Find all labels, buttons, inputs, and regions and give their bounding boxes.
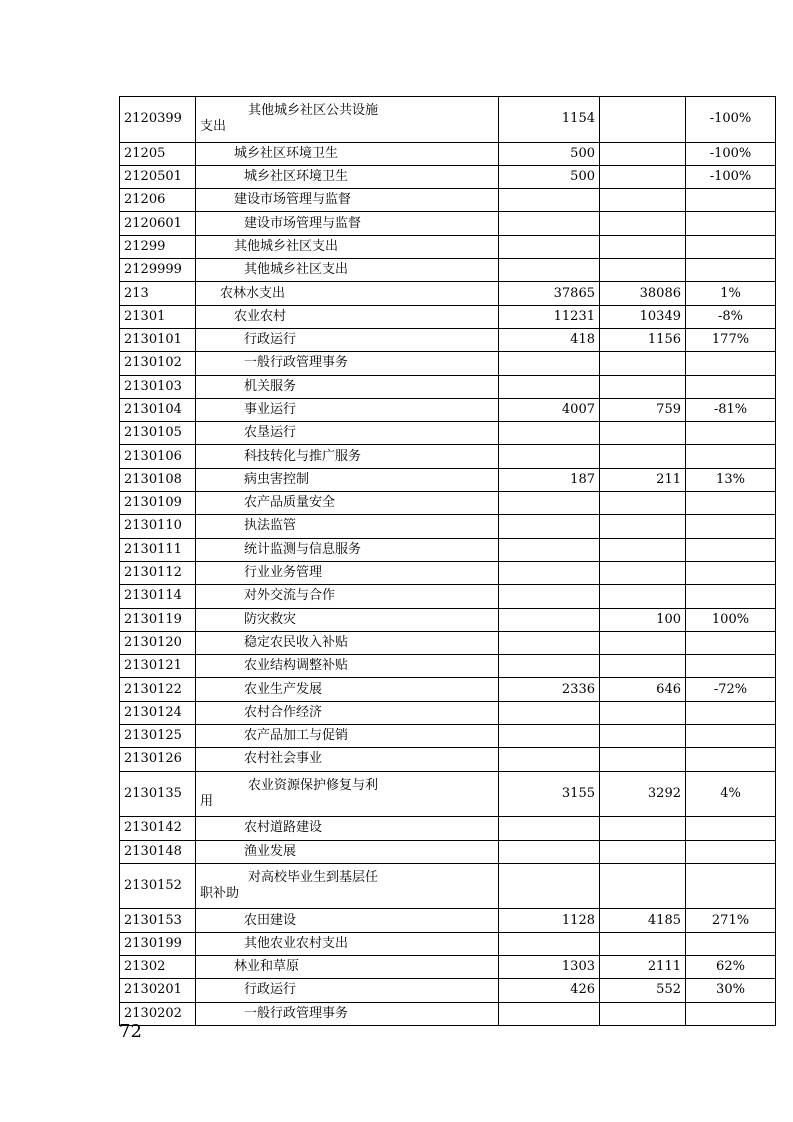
table-row: [120, 259, 776, 282]
row-value-prior: 1154: [499, 97, 600, 143]
table-row: [120, 282, 776, 305]
row-value-prior: [499, 422, 600, 445]
budget-table-body: [120, 97, 776, 1026]
row-name: 城乡社区环境卫生: [196, 165, 499, 188]
row-change-percent: 30%: [686, 979, 776, 1002]
row-change-percent: [686, 538, 776, 561]
row-value-prior: 418: [499, 328, 600, 351]
row-name: 对外交流与合作: [196, 585, 499, 608]
row-value-prior: 11231: [499, 305, 600, 328]
row-code: 2130201: [120, 979, 196, 1002]
row-value-prior: [499, 585, 600, 608]
table-row: [120, 631, 776, 654]
row-name: 农村道路建设: [196, 817, 499, 840]
row-name-line1: 农业资源保护修复与利: [248, 777, 379, 793]
row-change-percent: [686, 817, 776, 840]
row-value-prior: [499, 515, 600, 538]
row-name-line2: 职补助: [200, 886, 240, 902]
row-value-prior: [499, 235, 600, 258]
row-name: 农产品加工与促销: [196, 725, 499, 748]
row-code: 2130121: [120, 655, 196, 678]
row-name: 农业农村: [196, 305, 499, 328]
row-value-prior: [499, 932, 600, 955]
row-code: 2130119: [120, 608, 196, 631]
table-row: [120, 305, 776, 328]
row-name: 行业业务管理: [196, 561, 499, 584]
row-value-prior: [499, 445, 600, 468]
row-change-percent: [686, 701, 776, 724]
table-row: [120, 1002, 776, 1025]
row-name: 农林水支出: [196, 282, 499, 305]
row-change-percent: [686, 725, 776, 748]
row-value-prior: [499, 863, 600, 909]
row-value-prior: [499, 189, 600, 212]
table-row: [120, 189, 776, 212]
row-value-current: [600, 422, 686, 445]
row-value-prior: [499, 748, 600, 771]
row-change-percent: -100%: [686, 142, 776, 165]
row-value-current: 3292: [600, 771, 686, 817]
row-value-current: [600, 352, 686, 375]
row-value-current: [600, 375, 686, 398]
row-change-percent: -72%: [686, 678, 776, 701]
row-code: 2129999: [120, 259, 196, 282]
row-value-current: [600, 165, 686, 188]
row-value-prior: 187: [499, 468, 600, 491]
row-change-percent: 271%: [686, 909, 776, 932]
table-row: [120, 538, 776, 561]
row-name: 渔业发展: [196, 840, 499, 863]
row-name: [196, 97, 499, 143]
row-name-line2: 用: [200, 793, 214, 809]
row-code: 2130148: [120, 840, 196, 863]
row-name: 机关服务: [196, 375, 499, 398]
table-row: [120, 840, 776, 863]
row-value-prior: [499, 375, 600, 398]
row-code: 2120601: [120, 212, 196, 235]
row-name: 统计监测与信息服务: [196, 538, 499, 561]
row-value-current: [600, 97, 686, 143]
row-value-prior: [499, 817, 600, 840]
row-code: 2130153: [120, 909, 196, 932]
row-value-prior: [499, 631, 600, 654]
row-value-current: 100: [600, 608, 686, 631]
row-change-percent: 4%: [686, 771, 776, 817]
row-change-percent: [686, 655, 776, 678]
row-code: 2130202: [120, 1002, 196, 1025]
table-row: [120, 398, 776, 421]
row-value-current: [600, 748, 686, 771]
row-value-prior: 4007: [499, 398, 600, 421]
row-value-current: [600, 538, 686, 561]
row-code: 2130152: [120, 863, 196, 909]
row-code: 2130108: [120, 468, 196, 491]
row-value-current: 646: [600, 678, 686, 701]
row-code: 2130126: [120, 748, 196, 771]
row-value-prior: [499, 608, 600, 631]
row-change-percent: [686, 375, 776, 398]
row-name: 科技转化与推广服务: [196, 445, 499, 468]
row-value-prior: [499, 492, 600, 515]
row-change-percent: [686, 445, 776, 468]
table-row: [120, 352, 776, 375]
row-value-prior: [499, 725, 600, 748]
row-code: 2130102: [120, 352, 196, 375]
row-value-prior: [499, 655, 600, 678]
row-name: 行政运行: [196, 328, 499, 351]
row-change-percent: -81%: [686, 398, 776, 421]
row-change-percent: -100%: [686, 165, 776, 188]
row-code: 2130111: [120, 538, 196, 561]
row-value-current: 4185: [600, 909, 686, 932]
row-name: 执法监管: [196, 515, 499, 538]
row-name: 行政运行: [196, 979, 499, 1002]
table-row: [120, 375, 776, 398]
row-value-prior: 37865: [499, 282, 600, 305]
row-name: 农产品质量安全: [196, 492, 499, 515]
row-code: 2120399: [120, 97, 196, 143]
row-name: 农田建设: [196, 909, 499, 932]
row-value-current: [600, 212, 686, 235]
row-value-prior: 500: [499, 142, 600, 165]
row-change-percent: [686, 1002, 776, 1025]
row-value-current: [600, 701, 686, 724]
row-change-percent: [686, 840, 776, 863]
row-change-percent: [686, 352, 776, 375]
row-code: 213: [120, 282, 196, 305]
row-name: 其他城乡社区支出: [196, 259, 499, 282]
row-name: 农村合作经济: [196, 701, 499, 724]
row-change-percent: [686, 932, 776, 955]
table-row: [120, 748, 776, 771]
row-name: 林业和草原: [196, 955, 499, 978]
row-value-current: [600, 655, 686, 678]
row-value-current: 38086: [600, 282, 686, 305]
table-row: [120, 585, 776, 608]
row-value-current: [600, 725, 686, 748]
row-change-percent: [686, 422, 776, 445]
row-name: 建设市场管理与监督: [196, 189, 499, 212]
row-code: 21206: [120, 189, 196, 212]
row-value-current: [600, 142, 686, 165]
row-code: 21302: [120, 955, 196, 978]
row-change-percent: [686, 585, 776, 608]
row-value-current: [600, 585, 686, 608]
row-code: 2130125: [120, 725, 196, 748]
row-code: 2130103: [120, 375, 196, 398]
row-value-prior: 1303: [499, 955, 600, 978]
row-change-percent: [686, 212, 776, 235]
row-code: 2130142: [120, 817, 196, 840]
row-code: 21299: [120, 235, 196, 258]
row-change-percent: 62%: [686, 955, 776, 978]
row-name: [196, 771, 499, 817]
table-row: [120, 932, 776, 955]
row-code: 2130122: [120, 678, 196, 701]
row-name: 农业结构调整补贴: [196, 655, 499, 678]
table-row: [120, 515, 776, 538]
row-name: 防灾救灾: [196, 608, 499, 631]
row-code: 2130112: [120, 561, 196, 584]
row-code: 21205: [120, 142, 196, 165]
row-value-current: 1156: [600, 328, 686, 351]
row-change-percent: [686, 492, 776, 515]
row-value-current: [600, 932, 686, 955]
row-value-prior: [499, 701, 600, 724]
table-row: [120, 142, 776, 165]
row-value-current: 211: [600, 468, 686, 491]
table-row: [120, 165, 776, 188]
row-name: 事业运行: [196, 398, 499, 421]
row-change-percent: [686, 748, 776, 771]
row-value-prior: 2336: [499, 678, 600, 701]
row-name: 病虫害控制: [196, 468, 499, 491]
table-row: [120, 817, 776, 840]
row-code: 2130101: [120, 328, 196, 351]
row-value-current: [600, 235, 686, 258]
row-name: 其他农业农村支出: [196, 932, 499, 955]
row-value-current: [600, 515, 686, 538]
row-value-current: [600, 1002, 686, 1025]
row-value-prior: 1128: [499, 909, 600, 932]
row-value-prior: [499, 840, 600, 863]
row-value-prior: [499, 352, 600, 375]
row-name-line2: 支出: [200, 119, 227, 135]
row-value-current: 2111: [600, 955, 686, 978]
table-row: [120, 212, 776, 235]
table-row: [120, 678, 776, 701]
row-name: [196, 863, 499, 909]
table-row: [120, 701, 776, 724]
budget-table: [119, 96, 776, 1026]
row-name: 稳定农民收入补贴: [196, 631, 499, 654]
row-value-current: 552: [600, 979, 686, 1002]
row-value-prior: [499, 212, 600, 235]
row-code: 2130104: [120, 398, 196, 421]
table-row: [120, 445, 776, 468]
table-row: [120, 97, 776, 143]
row-value-prior: [499, 561, 600, 584]
table-row: [120, 909, 776, 932]
row-change-percent: 177%: [686, 328, 776, 351]
table-row: [120, 655, 776, 678]
row-change-percent: 13%: [686, 468, 776, 491]
table-row: [120, 979, 776, 1002]
row-value-prior: [499, 259, 600, 282]
table-row: [120, 725, 776, 748]
row-value-current: [600, 561, 686, 584]
table-row: [120, 955, 776, 978]
row-code: 2130109: [120, 492, 196, 515]
table-row: [120, 608, 776, 631]
row-value-prior: 3155: [499, 771, 600, 817]
page-number: 72: [119, 1021, 142, 1042]
row-change-percent: [686, 259, 776, 282]
row-change-percent: 100%: [686, 608, 776, 631]
row-change-percent: [686, 863, 776, 909]
row-name: 农业生产发展: [196, 678, 499, 701]
row-code: 2120501: [120, 165, 196, 188]
row-code: 2130105: [120, 422, 196, 445]
row-name-line1: 其他城乡社区公共设施: [248, 103, 379, 119]
row-value-current: [600, 189, 686, 212]
row-code: 2130120: [120, 631, 196, 654]
row-value-current: [600, 863, 686, 909]
row-value-current: 10349: [600, 305, 686, 328]
row-value-current: [600, 840, 686, 863]
row-name: 建设市场管理与监督: [196, 212, 499, 235]
row-change-percent: 1%: [686, 282, 776, 305]
row-change-percent: [686, 631, 776, 654]
row-value-current: 759: [600, 398, 686, 421]
row-name: 其他城乡社区支出: [196, 235, 499, 258]
row-change-percent: -8%: [686, 305, 776, 328]
table-row: [120, 235, 776, 258]
table-row: [120, 561, 776, 584]
row-code: 2130114: [120, 585, 196, 608]
table-row: [120, 328, 776, 351]
row-value-prior: 426: [499, 979, 600, 1002]
row-value-current: [600, 259, 686, 282]
table-row: [120, 771, 776, 817]
table-row: [120, 422, 776, 445]
row-name: 城乡社区环境卫生: [196, 142, 499, 165]
row-name: 农村社会事业: [196, 748, 499, 771]
row-value-current: [600, 445, 686, 468]
row-code: 2130106: [120, 445, 196, 468]
row-value-current: [600, 631, 686, 654]
row-name: 一般行政管理事务: [196, 352, 499, 375]
row-name-line1: 对高校毕业生到基层任: [248, 870, 379, 886]
table-row: [120, 468, 776, 491]
row-name: 农垦运行: [196, 422, 499, 445]
row-value-prior: [499, 1002, 600, 1025]
row-value-prior: 500: [499, 165, 600, 188]
row-change-percent: -100%: [686, 97, 776, 143]
row-change-percent: [686, 235, 776, 258]
table-row: [120, 492, 776, 515]
table-row: [120, 863, 776, 909]
row-code: 2130110: [120, 515, 196, 538]
row-code: 2130124: [120, 701, 196, 724]
row-name: 一般行政管理事务: [196, 1002, 499, 1025]
row-value-current: [600, 817, 686, 840]
row-change-percent: [686, 189, 776, 212]
row-code: 21301: [120, 305, 196, 328]
row-value-current: [600, 492, 686, 515]
row-value-prior: [499, 538, 600, 561]
row-code: 2130135: [120, 771, 196, 817]
row-code: 2130199: [120, 932, 196, 955]
row-change-percent: [686, 515, 776, 538]
row-change-percent: [686, 561, 776, 584]
